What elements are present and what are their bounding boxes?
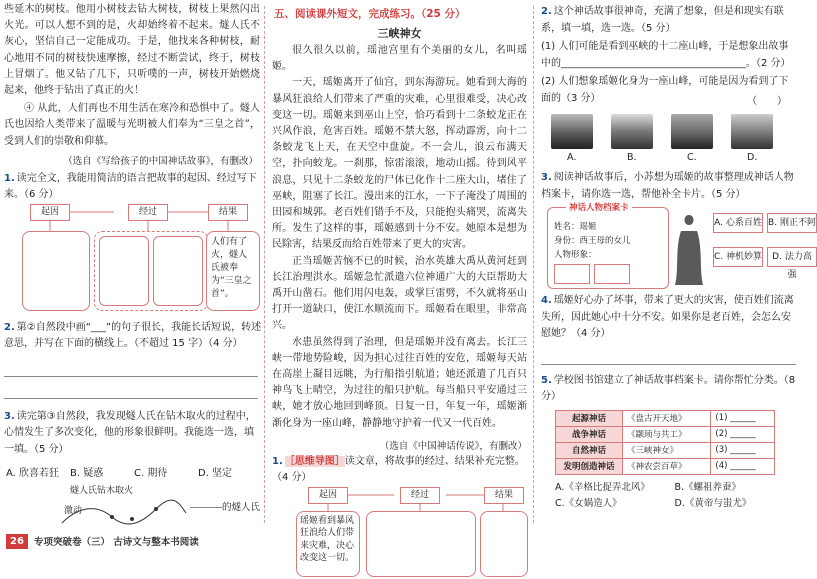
answer-line[interactable] — [541, 347, 796, 365]
section-title: 五、阅读课外短文，完成练习。（25 分） — [274, 8, 466, 20]
photo-c-label: C. — [687, 152, 697, 163]
question-tag: ［思维导图］ — [284, 455, 345, 467]
option-a[interactable]: A. 心系百姓 — [713, 213, 763, 233]
cause-answer-box[interactable] — [22, 231, 90, 311]
photo-b-label: B. — [627, 152, 637, 163]
option-c[interactable]: C. 期待 — [134, 468, 168, 480]
question-number: 1. — [4, 172, 15, 184]
options-grid — [555, 479, 794, 509]
question-5 — [541, 373, 796, 406]
trait-answer-box-1[interactable] — [554, 264, 590, 284]
option-c[interactable]: C. 神机妙算 — [713, 247, 763, 267]
option-a[interactable]: A.《辛格比捉弄北风》 — [555, 481, 650, 493]
mood-diagram — [0, 481, 262, 527]
question-number: 2. — [541, 6, 552, 17]
option-a[interactable]: A. 欣喜若狂 — [6, 468, 60, 480]
table-row — [556, 410, 775, 426]
right-column — [537, 0, 816, 527]
category-cell: 战争神话 — [556, 426, 623, 442]
table-row — [556, 442, 775, 458]
category-cell: 自然神话 — [556, 442, 623, 458]
answer-line[interactable] — [4, 359, 258, 377]
answer-cell[interactable]: (3) ______ — [711, 442, 775, 458]
story-paragraph-1: 很久很久以前，瑶池宫里有个美丽的女儿，名叫瑶姬。 — [272, 45, 527, 73]
question-text: 阅读神话故事后，小苏想为瑶姬的故事整理成神话人物档案卡，请你选一选，帮他补全卡片。（5 分） — [541, 172, 794, 200]
mood-curve — [60, 495, 190, 527]
flow-label-result: 结果 — [208, 204, 248, 221]
process-step-1[interactable] — [99, 236, 149, 306]
option-d[interactable]: D. 坚定 — [198, 468, 233, 480]
option-b[interactable]: B. 疑惑 — [70, 468, 104, 480]
category-cell: 起源神话 — [556, 410, 623, 426]
sub-question-text: (2) 人们想象瑶姬化身为一座山峰，可能是因为看到了下面的（3 分） — [541, 76, 789, 104]
category-table — [555, 410, 775, 475]
question-text: 读完全文，我能用简洁的语言把故事的起因、经过写下来。（6 分） — [4, 172, 257, 201]
source-note: （选自《中国神话传说》，有删改） — [379, 440, 527, 452]
mood-start-label: 激动 — [64, 506, 83, 517]
answer-parentheses[interactable]: （ ） — [747, 96, 787, 107]
flow-label-cause: 起因 — [308, 487, 348, 504]
example-cell: 《颛顼与共工》 — [623, 426, 711, 442]
question-2 — [541, 4, 796, 37]
question-1 — [272, 454, 531, 487]
table-row — [556, 426, 775, 442]
story-paragraph-3: 正当瑶姬苦恼不已的时候，治水英雄大禹从黄河赶到长江治理洪水。瑶姬急忙派遣六位神通广大的大臣帮助大禹开山凿石。他们用闪电轰，或掌巨雷劈，不久就将巫山打开一道缺口，使江水顺流而下。瑶姬看在眼里，非常高兴。 — [272, 255, 527, 332]
options-row — [6, 464, 262, 479]
question-2-part-2 — [537, 74, 800, 138]
mood-answer-line[interactable] — [190, 507, 222, 508]
story-paragraph-3: 些延木的树枝。他用小树枝去钻大树枝，树枝上果然闪出火光。可以人想不到的是，火却始终着不起来。燧人氏不灰心，坚信自己一定能成功。于是，他找来各种树枝，耐心地用不同的树枝快速摩擦，经过不断尝试，终于，树枝上冒烟了。他又钻了几下，只听噗的一声，树枝开始燃烧起来，他终于钻出了真正的火！ — [4, 4, 260, 97]
story-paragraph-2: 一天，瑶姬离开了仙宫，到东海游玩。她看到大海的暴风狂浪给人们带来了严重的灾难，心里很难受，决心改变这一切。瑶姬来到巫山上空，恰巧看到十二条蛟龙正在兴风作浪，危害百姓。瑶姬不禁大怒，挥动霹雳，向十二条蛟龙飞上天，在天空中盘旋。不一会儿，浪云布满天空，扑向蛟龙。一刹那，惊雷滚滚，地动山摇。待到风平浪息，只见十二条蛟龙的尸体已化作十二座大山，堵住了巫峡，阻塞了长江。漫出来的江水，一下子淹没了周围的田园和城郭。老百姓们错手不及，只能抱头痛哭，流离失所。发生了这样的事，瑶姬感到十分不安。她原本是想为民除害，结果反而给百姓带来了更大的灾害。 — [272, 77, 527, 251]
question-2-part-1: (1) 人们可能是看到巫峡的十二座山峰，于是想象出故事中的_____________________________________。（2 分） — [541, 41, 791, 69]
question-2 — [4, 320, 262, 353]
category-cell: 发明创造神话 — [556, 458, 623, 474]
question-1 — [4, 171, 262, 204]
story-title: 三峡神女 — [377, 27, 422, 40]
profile-identity: 身份：西王母的女儿 — [554, 236, 631, 246]
middle-column — [268, 0, 531, 564]
cause-text: 瑶姬看到暴风狂浪给人们带来灾难，决心改变这一切。 — [300, 515, 355, 564]
photo-labels — [537, 138, 800, 163]
option-d[interactable]: D. 法力高强 — [767, 247, 817, 267]
profile-card — [547, 203, 669, 289]
story-paragraph-4: 水患虽然得到了治理，但是瑶姬并没有离去。长江三峡一带地势险峻，因为担心过往百姓的安危，瑶姬每天站在高崖上凝目远眺，为行船指引航道；她还派遣了几百只神鸟飞上晴空，为过往的船只护航。每当船只平安通过三峡，她才放心地回到峰顶。日复一日，年复一年，瑶姬渐渐化身为一座山峰，静静地守护着一代又一代百姓。 — [272, 336, 527, 429]
footer-text: 专项突破卷（三） 古诗文与整本书阅读 — [34, 537, 199, 548]
mood-tail-text: 的燧人氏 — [222, 502, 261, 514]
source-note: （选自《写给孩子的中国神话故事》，有删改） — [63, 155, 258, 167]
question-3 — [4, 409, 262, 459]
question-number: 1. — [272, 455, 283, 467]
option-b[interactable]: B.《螺祖养蚕》 — [674, 481, 742, 493]
example-cell: 《神农尝百草》 — [623, 458, 711, 474]
story-paragraph-4: ④ 从此，人们再也不用生活在寒冷和恐惧中了。燧人氏也因给人类带来了温暖与光明被人们奉为“三皇之首”，受到人们的崇敬和仰慕。 — [4, 103, 260, 147]
profile-name: 姓名：瑶姬 — [554, 222, 597, 232]
profile-image-label: 人物形象： — [554, 250, 597, 260]
answer-cell[interactable]: (2) ______ — [711, 426, 775, 442]
answer-cell[interactable]: (4) ______ — [711, 458, 775, 474]
option-c[interactable]: C.《女娲造人》 — [555, 497, 622, 509]
question-number: 5. — [541, 374, 552, 386]
mood-diagram-title: 燧人氏钻木取火 — [70, 486, 134, 497]
column-divider — [264, 6, 265, 523]
example-cell: 《盘古开天地》 — [623, 410, 711, 426]
option-d[interactable]: D.《黄帝与蚩尤》 — [674, 497, 752, 509]
flow-label-result: 结果 — [484, 487, 524, 504]
question-text: 读文章，将故事的经过、结果补充完整。（4 分） — [272, 455, 525, 484]
column-divider — [533, 6, 534, 523]
question-number: 2. — [4, 321, 15, 333]
question-text: 读完第③自然段，我发现燧人氏在钻木取火的过程中，心情发生了多次变化，他的形象很鲜明。我能选一选，填一填。（5 分） — [4, 410, 256, 455]
photo-d-label: D. — [747, 152, 758, 163]
flow-label-cause: 起因 — [30, 204, 70, 221]
question-4 — [541, 293, 796, 343]
process-answer-box[interactable] — [94, 231, 208, 311]
page-number: 26 — [6, 534, 28, 549]
left-column — [0, 0, 262, 527]
page-footer — [0, 529, 800, 553]
plot-flowchart — [0, 204, 262, 316]
question-text: 第②自然段中画“___”的句子很长，我能长话短说，转述意思，并写在下面的横线上。（不超过 15 字）（4 分） — [4, 321, 262, 350]
table-row — [556, 458, 775, 474]
flow-label-process: 经过 — [400, 487, 440, 504]
result-text: 人们有了火，燧人氏被奉为“三皇之首”。 — [211, 236, 252, 299]
question-text: 这个神话故事很神奇，充满了想象，但是和现实有联系，填一填，选一选。（5 分） — [541, 6, 784, 34]
question-text: 学校图书馆建立了神话故事档案卡。请你帮忙分类。（8 分） — [541, 374, 796, 402]
question-number: 3. — [4, 410, 15, 422]
process-step-2[interactable] — [153, 236, 203, 306]
photo-a-label: A. — [567, 152, 577, 163]
answer-cell[interactable]: (1) ______ — [711, 410, 775, 426]
question-number: 4. — [541, 295, 552, 306]
question-number: 3. — [541, 172, 552, 183]
option-b[interactable]: B. 刚正不阿 — [767, 213, 817, 233]
question-text: 瑶姬好心办了坏事，带来了更大的灾害，使百姓们流离失所，因此她心中十分不安。如果你是老百姓，会怎么安慰她？（4 分） — [541, 295, 794, 339]
question-3 — [541, 170, 796, 203]
trait-answer-box-2[interactable] — [594, 264, 630, 284]
answer-line[interactable] — [4, 381, 258, 399]
profile-card-area — [537, 203, 816, 293]
example-cell: 《三峡神女》 — [623, 442, 711, 458]
goddess-figure — [671, 209, 707, 287]
result-box — [206, 231, 260, 311]
flow-label-process: 经过 — [128, 204, 168, 221]
profile-card-title: 神话人物档案卡 — [566, 201, 632, 213]
